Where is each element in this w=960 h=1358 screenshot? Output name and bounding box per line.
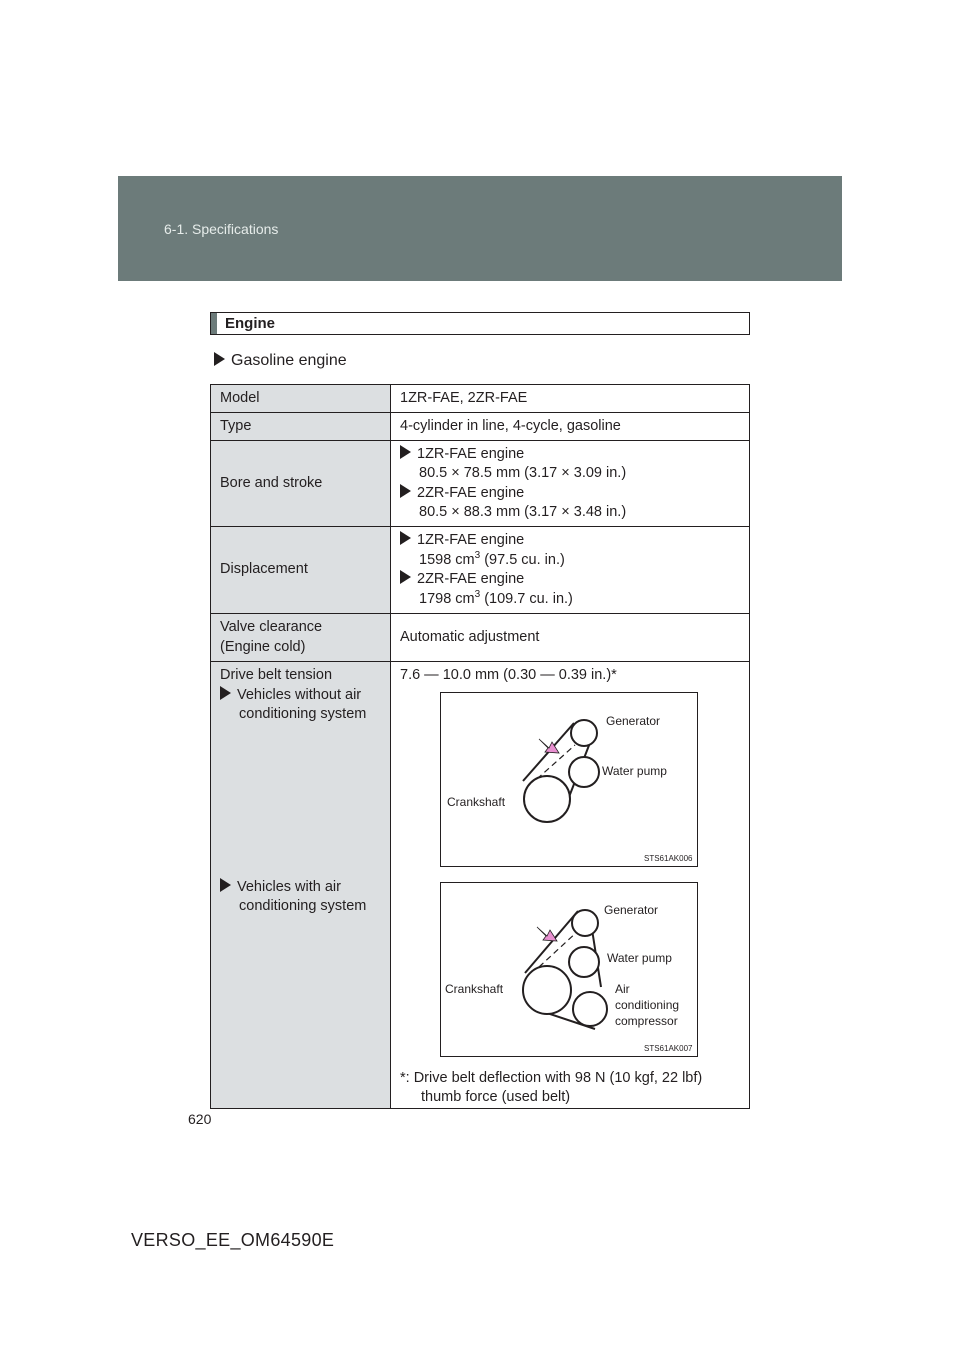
water-pump-pulley (569, 757, 599, 787)
subheading (214, 352, 347, 370)
page-number: 620 (188, 1111, 212, 1127)
generator-pulley (571, 720, 597, 746)
engine-line (400, 445, 740, 465)
table-row (211, 527, 750, 614)
diagram-code: STS61AK006 (644, 853, 693, 863)
label-cell (211, 614, 391, 662)
belt-variant-text: Vehicles without air (237, 686, 362, 703)
label-cell: Bore and stroke (211, 441, 391, 527)
generator-pulley (572, 910, 598, 936)
subheading-text: Gasoline engine (231, 352, 347, 369)
value-cell: 1ZR-FAE, 2ZR-FAE (391, 385, 750, 413)
label-cell: Displacement (211, 527, 391, 614)
belt-tension-value: 7.6 — 10.0 mm (0.30 — 0.39 in.)* (400, 667, 617, 683)
value-cell: Automatic adjustment (391, 614, 750, 662)
displacement-rest: (109.7 cu. in.) (480, 590, 573, 607)
note-line: *: Drive belt deflection with 98 N (10 kgf, 22 lbf) (400, 1069, 703, 1086)
arrow-pink-icon (539, 739, 559, 753)
belt-diagram-svg (441, 693, 697, 866)
engine-line (400, 570, 740, 590)
arrow-pink-icon (537, 927, 557, 941)
engine-line (400, 531, 740, 551)
table-row (211, 385, 750, 413)
displacement-number: 1798 cm (419, 590, 475, 607)
belt-variant-text: conditioning system (239, 898, 367, 914)
crankshaft-label: Crankshaft (445, 981, 504, 996)
engine-name: 2ZR-FAE engine (417, 571, 525, 587)
arrow-right-icon (400, 445, 411, 459)
belt-diagram-with-ac (440, 882, 698, 1057)
water-pump-label: Water pump (607, 950, 672, 965)
arrow-right-icon (220, 686, 231, 700)
generator-label: Generator (606, 713, 661, 728)
label-line: Valve clearance (220, 619, 323, 635)
engine-name: 1ZR-FAE engine (417, 445, 525, 462)
displacement-rest: (97.5 cu. in.) (480, 551, 565, 568)
doc-code: VERSO_EE_OM64590E (131, 1230, 335, 1250)
table-row (211, 614, 750, 662)
engine-name: 2ZR-FAE engine (417, 484, 525, 501)
belt-variant-line (220, 878, 381, 898)
generator-label: Generator (604, 902, 659, 917)
belt-variant-text: Vehicles with air (237, 878, 341, 895)
table-row (211, 413, 750, 441)
note-line: thumb force (used belt) (421, 1089, 571, 1105)
label-cell: Model (211, 385, 391, 413)
engine-value: 80.5 × 78.5 mm (3.17 × 3.09 in.) (419, 465, 627, 481)
label-cell: Type (211, 413, 391, 441)
unit-superscript: 3 (474, 588, 481, 600)
arrow-right-icon (400, 484, 411, 498)
water-pump-label: Water pump (602, 763, 667, 778)
belt-diagram-without-ac (440, 692, 698, 867)
crankshaft-pulley (524, 776, 570, 822)
spacer (220, 725, 381, 878)
crankshaft-label: Crankshaft (447, 794, 506, 809)
engine-value (400, 590, 740, 610)
arrow-right-icon (400, 531, 411, 545)
table-row (211, 441, 750, 527)
header-section-title: 6-1. Specifications (164, 221, 279, 237)
arrow-right-icon (214, 352, 225, 366)
engine-value (400, 551, 740, 571)
value-cell (391, 441, 750, 527)
water-pump-pulley (569, 947, 599, 977)
label-cell (211, 662, 391, 1109)
belt-variant-line (220, 686, 381, 706)
value-cell: 4-cylinder in line, 4-cycle, gasoline (391, 413, 750, 441)
displacement-number: 1598 cm (419, 551, 475, 568)
diagram-code: STS61AK007 (644, 1043, 693, 1053)
belt-note (400, 1069, 740, 1108)
ac-label-line: Air (615, 981, 630, 996)
section-heading-bar (211, 313, 217, 334)
ac-compressor-pulley (573, 992, 607, 1026)
belt-label: Drive belt tension (220, 667, 333, 683)
engine-name: 1ZR-FAE engine (417, 532, 525, 548)
unit-superscript: 3 (474, 549, 481, 561)
arrow-right-icon (220, 878, 231, 892)
ac-label-line: conditioning (615, 997, 680, 1012)
value-cell (391, 662, 750, 1109)
engine-line (400, 484, 740, 504)
label-line: (Engine cold) (220, 638, 306, 655)
section-heading (210, 312, 750, 335)
belt-diagram-svg (441, 883, 697, 1056)
crankshaft-pulley (523, 966, 571, 1014)
section-heading-text: Engine (225, 315, 276, 332)
engine-value: 80.5 × 88.3 mm (3.17 × 3.48 in.) (419, 504, 627, 520)
arrow-right-icon (400, 570, 411, 584)
belt-variant-text: conditioning system (239, 706, 367, 722)
spec-table (210, 384, 750, 1109)
ac-label-line: compressor (615, 1013, 678, 1028)
value-cell (391, 527, 750, 614)
table-row (211, 662, 750, 1109)
